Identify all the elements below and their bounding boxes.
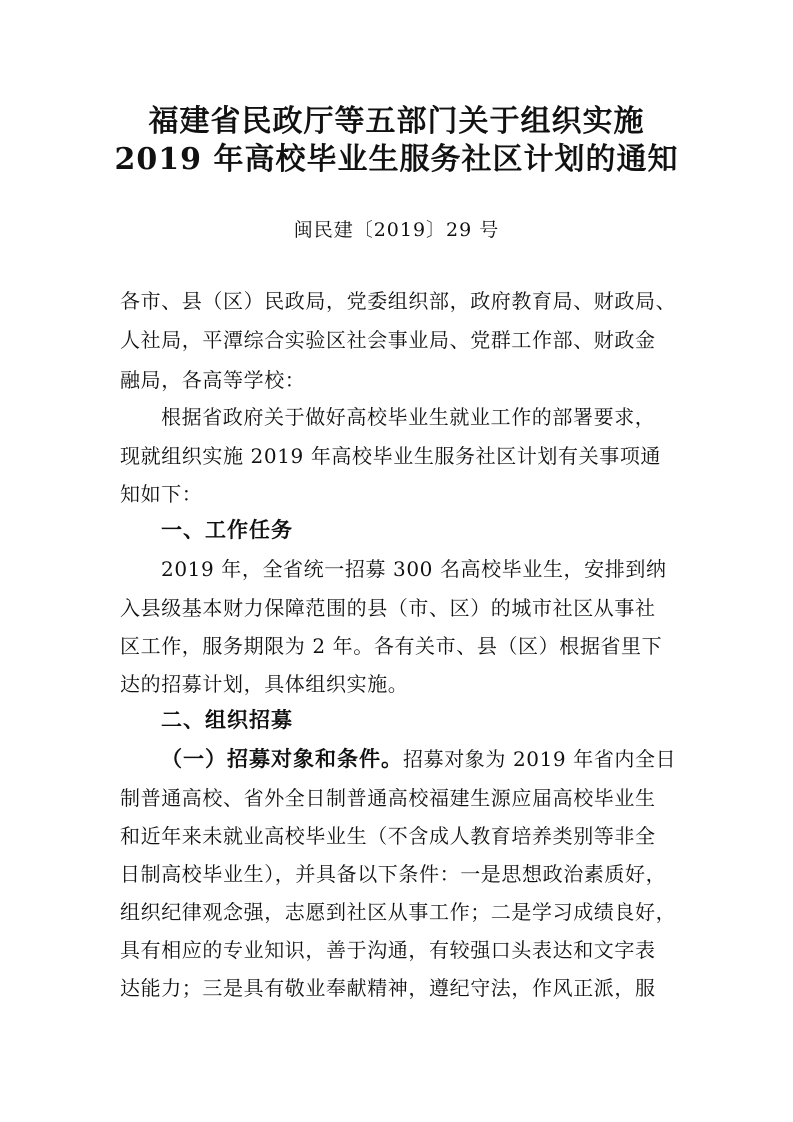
intro-line: 知如下：	[120, 482, 203, 506]
section-1-heading: 一、工作任务	[161, 518, 293, 542]
section-1-line: 入县级基本财力保障范围的县（市、区）的城市社区从事社	[120, 596, 656, 620]
section-2-line: 达能力；三是具有敬业奉献精神，遵纪守法，作风正派，服	[120, 976, 656, 1000]
document-number: 闽民建〔2019〕29 号	[293, 219, 500, 241]
section-2-line: 具有相应的专业知识，善于沟通，有较强口头表达和文字表	[120, 938, 656, 962]
section-2-line: 组织纪律观念强，志愿到社区从事工作；二是学习成绩良好，	[120, 900, 677, 924]
section-2-line: 制普通高校、省外全日制普通高校福建生源应届高校毕业生	[120, 786, 656, 810]
intro-line: 现就组织实施 2019 年高校毕业生服务社区计划有关事项通	[120, 444, 662, 468]
addressee-line: 各市、县（区）民政局，党委组织部，政府教育局、财政局、	[120, 289, 677, 313]
document-title-line-1: 福建省民政厅等五部门关于组织实施	[148, 104, 645, 139]
section-1-line: 达的招募计划，具体组织实施。	[120, 672, 409, 696]
section-2-heading: 二、组织招募	[161, 708, 293, 732]
section-2-line: 日制高校毕业生），并具备以下条件：一是思想政治素质好，	[120, 862, 667, 886]
section-1-line: 2019 年，全省统一招募 300 名高校毕业生，安排到纳	[161, 557, 667, 581]
section-2-line: 和近年来未就业高校毕业生（不含成人教育培养类别等非全	[120, 824, 656, 848]
document-title-line-2: 2019 年高校毕业生服务社区计划的通知	[114, 142, 679, 177]
section-2-sub-1-lead: （一）招募对象和条件。	[161, 747, 403, 771]
intro-line: 根据省政府关于做好高校毕业生就业工作的部署要求，	[161, 405, 656, 429]
section-1-line: 区工作，服务期限为 2 年。各有关市、县（区）根据省里下	[120, 634, 663, 658]
section-2-sub-1-first-line	[161, 744, 690, 774]
section-2-sub-1-first-rest: 招募对象为 2019 年省内全日	[403, 747, 677, 771]
addressee-line: 融局，各高等学校：	[120, 368, 306, 392]
addressee-line: 人社局，平潭综合实验区社会事业局、党群工作部、财政金	[120, 328, 656, 352]
